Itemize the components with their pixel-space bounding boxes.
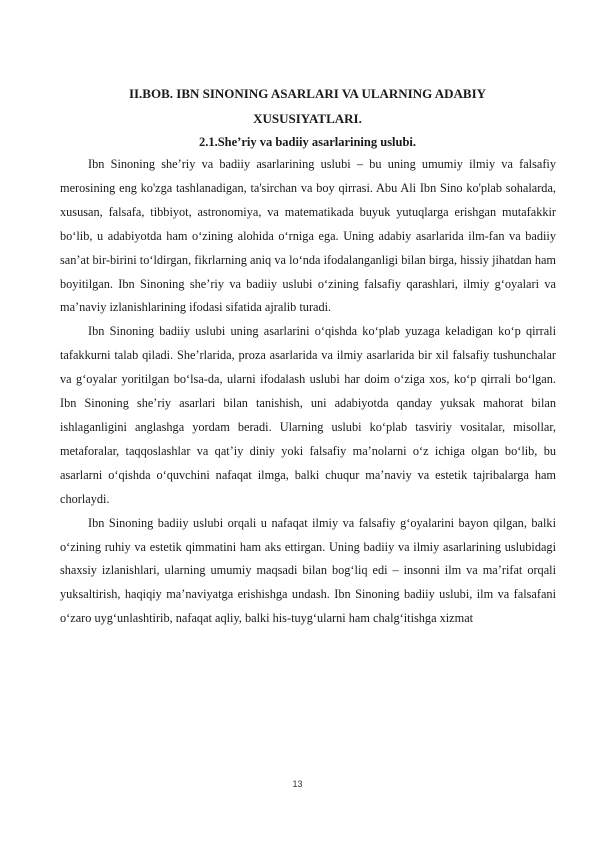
- paragraph: Ibn Sinoning badiiy uslubi uning asarlarini o‘qishda ko‘plab yuzaga keladigan ko‘p qirrali tafakkurni talab qiladi. She’rlarida, proza asarlarida va ilmiy asarlarida bir xil falsafiy tushunchalar va g‘oyalar yoritilgan bo‘lsa-da, ularni ifodalash uslubi har doim o‘ziga xos, ko‘p qirrali bo‘lgan. Ibn Sinoning she’riy asarlari bilan tanishish, uni adabiyotda qanday yuksak mahorat bilan ishlaganligini anglashga yordam beradi. Ularning uslubi ko‘plab tasviriy vositalar, misollar, metaforalar, taqqoslashlar va qat’iy diniy yoki falsafiy ma’nolarni o‘z ichiga olgan bo‘lib, bu asarlarni o‘qishda o‘quvchini nafaqat ilmga, balki chuqur ma’naviy va estetik tajribalarga ham chorlaydi.: [60, 324, 556, 506]
- paragraph: Ibn Sinoning badiiy uslubi orqali u nafaqat ilmiy va falsafiy g‘oyalarini bayon qilgan, balki o‘zining ruhiy va estetik qimmatini ham aks ettirgan. Uning badiiy va ilmiy asarlarining uslubidagi shaxsiy izlanishlari, ularning umumiy maqsadi bilan bog‘liq edi – insonni ilm va ma’rifat orqali yuksaltirish, haqiqiy ma’naviyatga erishishga undash. Ibn Sinoning badiiy uslubi, ilm va falsafani o‘zaro uyg‘unlashtirib, nafaqat aqliy, balki his-tuyg‘ularni ham chalg‘itishga xizmat: [60, 515, 556, 626]
- chapter-title-continuation: XUSUSIYATLARI.: [253, 111, 362, 126]
- section-title: 2.1.She’riy va badiiy asarlarining uslubi.: [198, 135, 417, 149]
- chapter-title: II.BOB. IBN SINONING ASARLARI VA ULARNING ADABIY: [128, 86, 487, 101]
- paragraph: Ibn Sinoning she’riy va badiiy asarlarining uslubi – bu uning umumiy ilmiy va falsafiy merosining eng ko'zga tashlanadigan, ta'sirchan va boy qirrasi. Abu Ali Ibn Sino ko'plab sohalarda, xususan, falsafa, tibbiyot, astronomiya, va matematikada buyuk yutuqlarga erishgan mutafakkir bo‘lib, u adabiyotda ham o‘zining alohida o‘rniga ega. Uning adabiy asarlarida ilm-fan va badiiy san’at bir-birini to‘ldirgan, fikrlarning aniq va lo‘nda ifodalanganligi bilan birga, hissiy jihatdan ham boyitilgan. Ibn Sinoning she’riy va badiiy uslubi o‘zining falsafiy qarashlari, ilmiy g‘oyalari va ma’naviy izlanishlarining ifodasi sifatida ajralib turadi.: [60, 157, 556, 315]
- body-text: [60, 153, 556, 631]
- page-number: 13: [292, 779, 303, 789]
